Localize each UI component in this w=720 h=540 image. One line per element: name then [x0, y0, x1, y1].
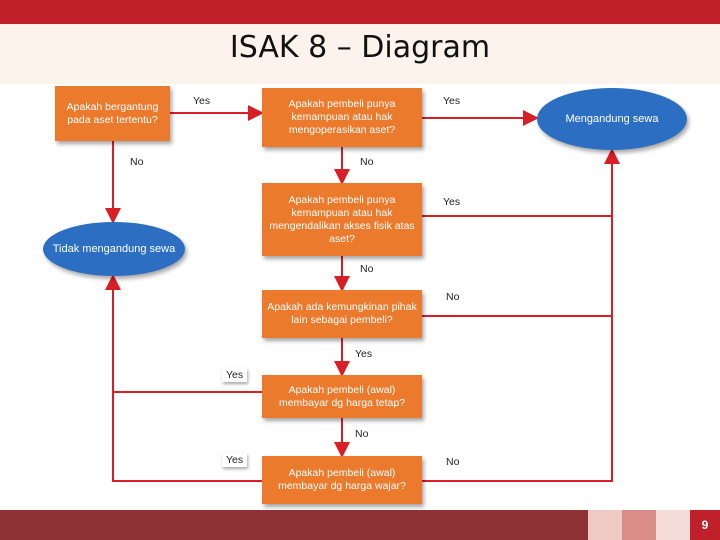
edge-label-no: No [446, 456, 460, 468]
decision-box-asset [55, 86, 170, 141]
decision-text: Apakah pembeli punya kemampuan atau hak mengendalikan akses fisik atas aset? [269, 193, 415, 245]
edge-label-no: No [446, 291, 460, 303]
edge-label-no: No [130, 156, 144, 168]
decision-box-fair-price [262, 456, 422, 504]
edge-label-yes: Yes [355, 348, 373, 360]
edge-label-no: No [360, 156, 374, 168]
edge-label-no: No [355, 428, 369, 440]
footer-square-light [588, 510, 622, 540]
outcome-contains-lease [537, 88, 687, 150]
decision-box-access [262, 183, 422, 256]
edge-label-yes: Yes [222, 368, 247, 382]
decision-box-fixed-price [262, 375, 422, 418]
edge-label-yes: Yes [193, 95, 211, 107]
decision-text: Apakah bergantung pada aset tertentu? [66, 100, 159, 126]
edge-q6-yes [113, 392, 262, 481]
outcome-no-lease [43, 222, 185, 276]
footer-square-pale [656, 510, 690, 540]
edge-label-yes: Yes [222, 453, 247, 467]
decision-text: Apakah pembeli punya kemampuan atau hak mengoperasikan aset? [288, 98, 396, 136]
decision-text: Apakah ada kemungkinan pihak lain sebagai pembeli? [267, 301, 417, 326]
decision-text: Apakah pembeli (awal) membayar dg harga wajar? [278, 467, 406, 492]
page-number: 9 [690, 510, 720, 540]
page-title: ISAK 8 – Diagram [229, 30, 491, 65]
outcome-text: Tidak mengandung sewa [52, 242, 176, 255]
footer-square-mid [622, 510, 656, 540]
outcome-text: Mengandung sewa [565, 112, 659, 125]
edge-label-no: No [360, 263, 374, 275]
decision-box-other-buyer [262, 290, 422, 338]
footer-bar [0, 510, 590, 540]
decision-box-operate [262, 88, 422, 147]
edge-label-yes: Yes [443, 196, 461, 208]
decision-text: Apakah pembeli (awal) membayar dg harga tetap? [278, 383, 406, 409]
edge-label-yes: Yes [443, 95, 461, 107]
